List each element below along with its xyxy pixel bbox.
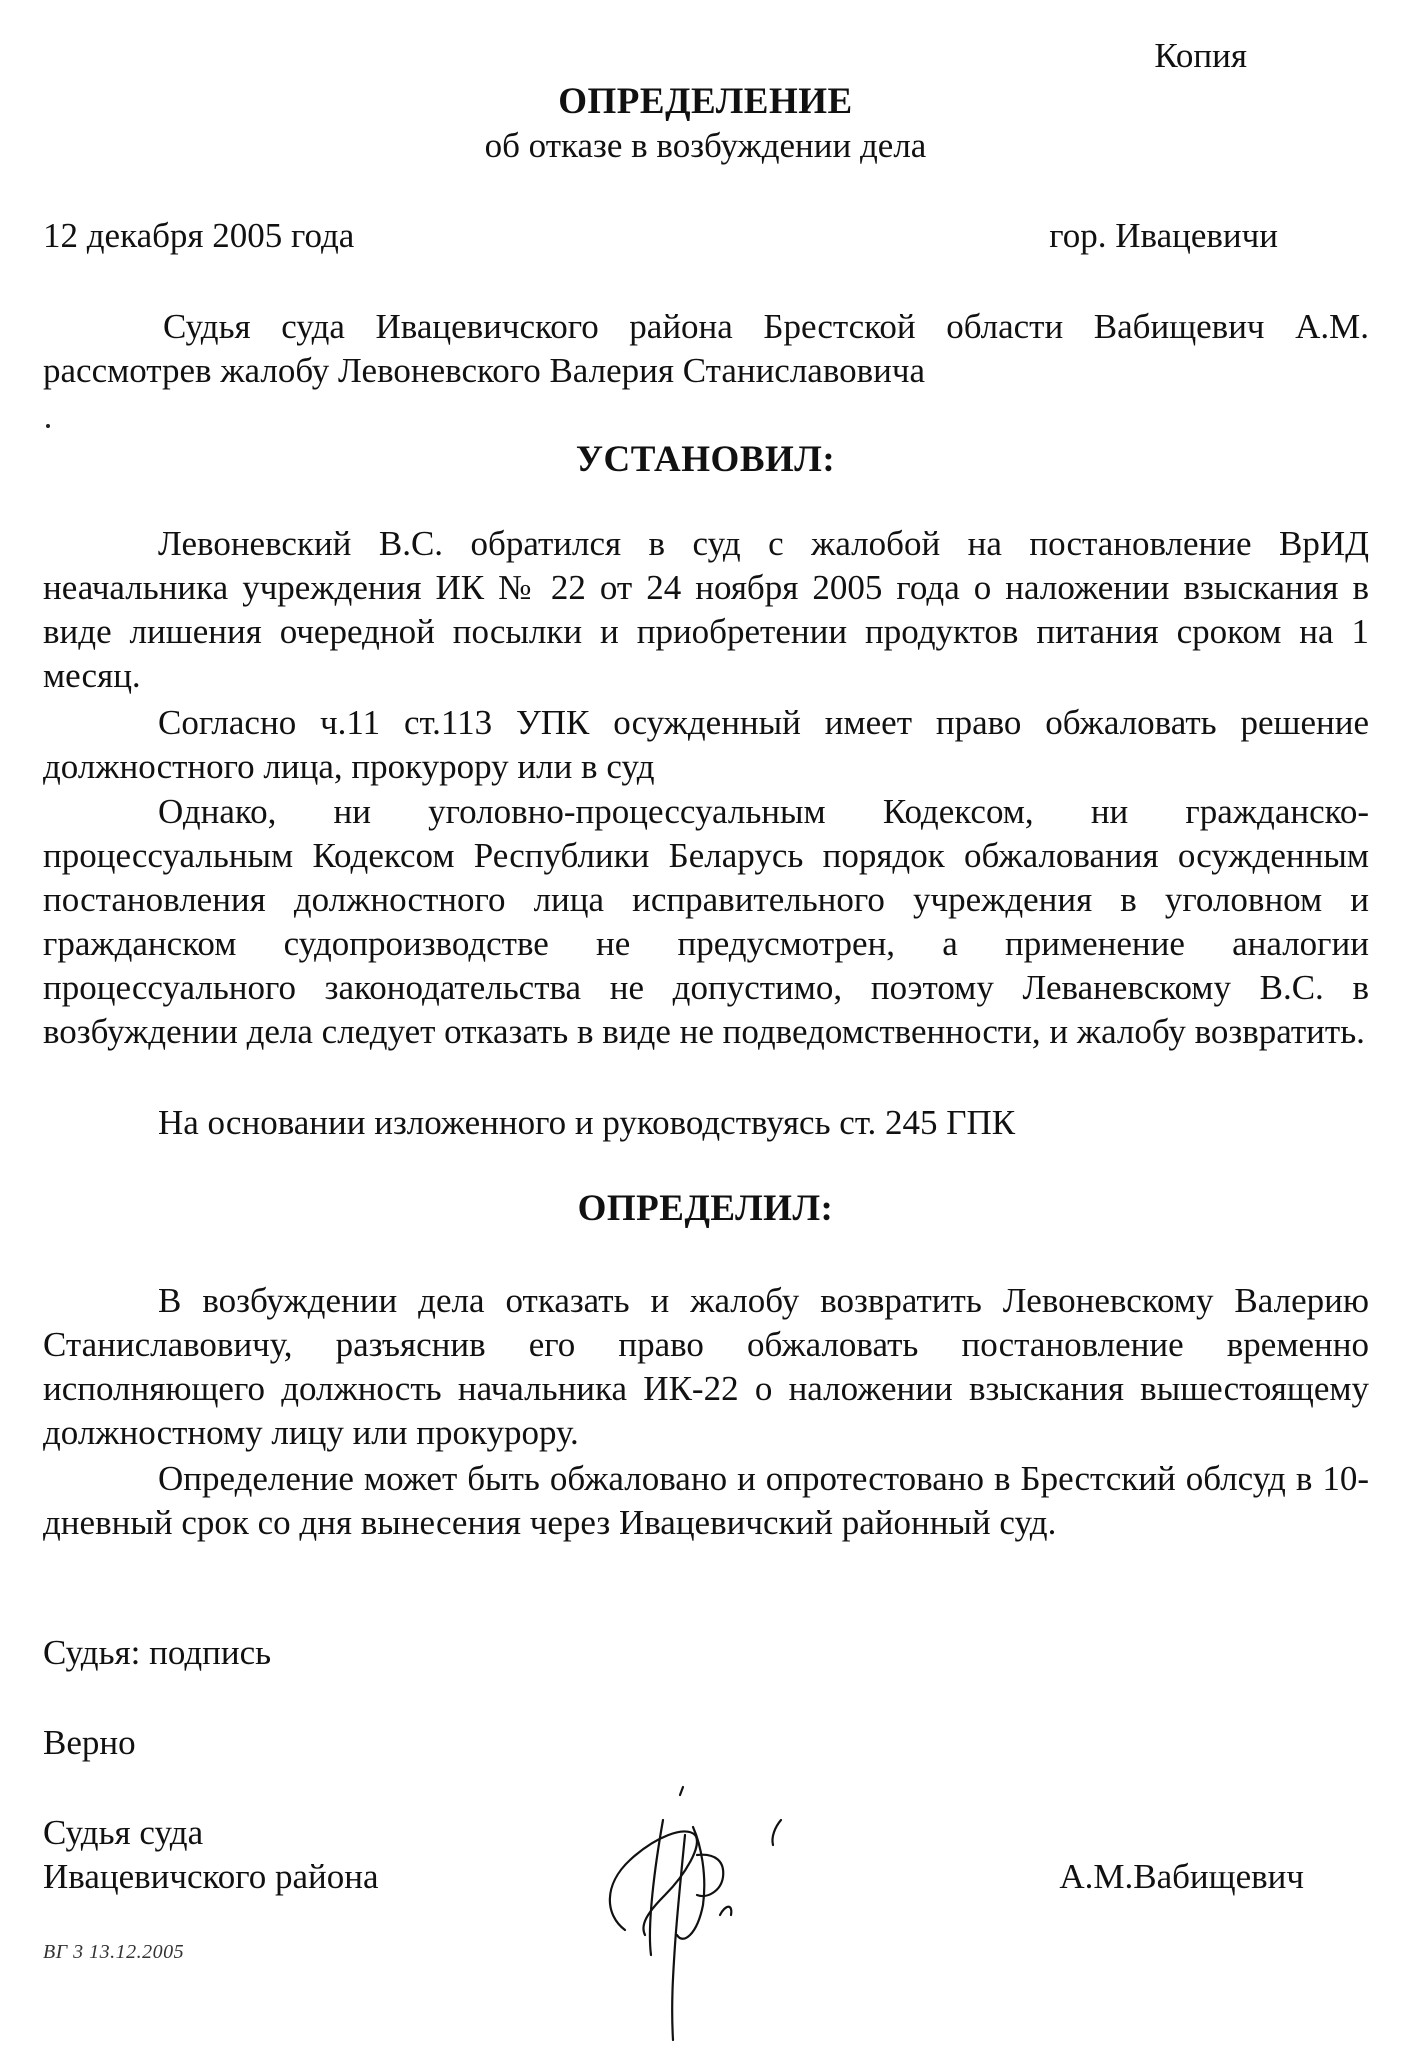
established-paragraph-2: Согласно ч.11 ст.113 УПК осужденный имеет право обжаловать решение должностного лица, прокурору или в суд <box>43 703 1369 786</box>
heading-decided: ОПРЕДЕЛИЛ: <box>577 1188 834 1229</box>
copy-mark: Копия <box>1154 36 1247 75</box>
decided-paragraph-2: Определение может быть обжаловано и опротестовано в Брестский облсуд в 10-дневный срок со дня вынесения через Ивацевичский районный суд. <box>43 1459 1369 1542</box>
judge-position-line-1: Судья суда <box>43 1813 204 1852</box>
certified-mark: Верно <box>43 1723 136 1762</box>
scan-speck <box>46 424 50 428</box>
stamp-code: ВГ 3 13.12.2005 <box>43 1941 185 1963</box>
judge-position-line-2: Ивацевичского района <box>43 1857 379 1896</box>
heading-established: УСТАНОВИЛ: <box>575 439 836 480</box>
judge-position <box>43 1811 379 1899</box>
judge-signature-line: Судья: подпись <box>43 1633 272 1672</box>
intro-paragraph: Судья суда Ивацевичского района Брестской области Вабищевич А.М. рассмотрев жалобу Левоневского Валерия Станиславовича <box>43 307 1369 390</box>
document-city: гор. Ивацевичи <box>1049 216 1278 255</box>
established-paragraph-4: На основании изложенного и руководствуясь ст. 245 ГПК <box>158 1103 1016 1142</box>
established-paragraph-1: Левоневский В.С. обратился в суд с жалобой на постановление ВрИД неачальника учреждения ИК № 22 от 24 ноября 2005 года о наложении взыскания в виде лишения очередной посылки и приобретении продуктов питания сроком на 1 месяц. <box>43 524 1369 695</box>
document-date: 12 декабря 2005 года <box>43 216 355 255</box>
judge-name: А.М.Вабищевич <box>1059 1857 1304 1896</box>
decided-paragraph-1: В возбуждении дела отказать и жалобу возвратить Левоневскому Валерию Станиславовичу, разъяснив его право обжаловать постановление временно исполняющего должность начальника ИК-22 о наложении взыскания вышестоящему должностному лицу или прокурору. <box>43 1281 1369 1452</box>
established-paragraph-3: Однако, ни уголовно-процессуальным Кодексом, ни гражданско-процессуальным Кодексом Республики Беларусь порядок обжалования осужденным постановления должностного лица исправительного учреждения в уголовном и гражданском судопроизводстве не предусмотрен, а применение аналогии процессуального законодательства не допустимо, поэтому Леваневскому В.С. в возбуждении дела следует отказать в виде не подведомственности, и жалобу возвратить. <box>43 792 1369 1051</box>
handwritten-signature <box>585 1765 805 2055</box>
document-title: ОПРЕДЕЛЕНИЕ <box>558 81 853 122</box>
document-subtitle: об отказе в возбуждении дела <box>484 126 927 165</box>
